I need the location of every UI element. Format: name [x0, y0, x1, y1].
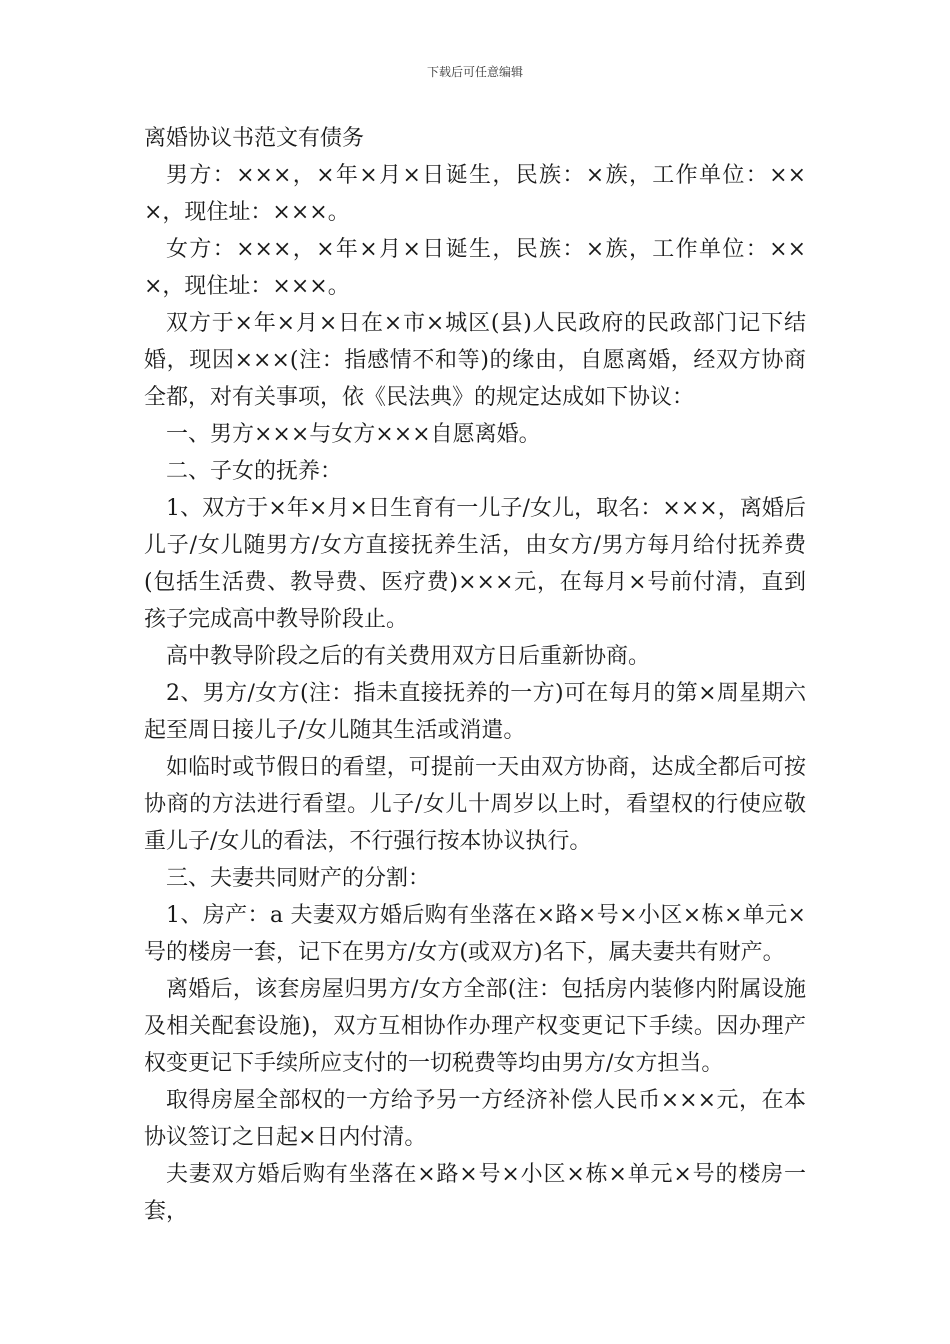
paragraph-real-estate: 1、房产：a 夫妻双方婚后购有坐落在×路×号×小区×栋×单元×号的楼房一套，记下在男方/女方(或双方)名下，属夫妻共有财产。	[144, 903, 806, 965]
paragraph-house-ownership: 离婚后，该套房屋归男方/女方全部(注：包括房内装修内附属设施及相关配套设施)，双方互相协作办理产权变更记下手续。因办理产权变更记下手续所应支付的一切税费等均由男方/女方担当。	[144, 977, 806, 1076]
page-header: 下载后可任意编辑	[426, 65, 523, 79]
paragraph-post-highschool-costs: 高中教导阶段之后的有关费用双方日后重新协商。	[166, 644, 651, 669]
section-heading-child-custody: 二、子女的抚养：	[166, 459, 343, 484]
paragraph-compensation: 取得房屋全部权的一方给予另一方经济补偿人民币×××元，在本协议签订之日起×日内付清。	[144, 1088, 806, 1150]
paragraph-female-party-info: 女方：×××，×年×月×日诞生，民族：×族，工作单位：×××，现住址：×××。	[144, 237, 806, 299]
paragraph-child-support: 1、双方于×年×月×日生育有一儿子/女儿，取名：×××，离婚后儿子/女儿随男方/女方直接抚养生活，由女方/男方每月给付抚养费(包括生活费、教导费、医疗费)×××元，在每月×号前付清，直到孩子完成高中教导阶段止。	[144, 496, 806, 632]
document-body	[144, 124, 806, 1230]
document-title: 离婚协议书范文有债务	[144, 126, 365, 151]
paragraph-visitation-schedule: 2、男方/女方(注：指未直接抚养的一方)可在每月的第×周星期六起至周日接儿子/女儿随其生活或消遣。	[144, 681, 806, 743]
paragraph-second-property: 夫妻双方婚后购有坐落在×路×号×小区×栋×单元×号的楼房一套，	[144, 1162, 806, 1224]
paragraph-male-party-info: 男方：×××，×年×月×日诞生，民族：×族，工作单位：×××，现住址：×××。	[144, 163, 806, 225]
paragraph-clause-1-divorce: 一、男方×××与女方×××自愿离婚。	[166, 422, 541, 447]
section-heading-property-division: 三、夫妻共同财产的分割：	[166, 866, 431, 891]
paragraph-marriage-background: 双方于×年×月×日在×市×城区(县)人民政府的民政部门记下结婚，现因×××(注：指感情不和等)的缘由，自愿离婚，经双方协商全都，对有关事项，依《民法典》的规定达成如下协议：	[144, 311, 806, 410]
paragraph-holiday-visitation: 如临时或节假日的看望，可提前一天由双方协商，达成全都后可按协商的方法进行看望。儿子/女儿十周岁以上时，看望权的行使应敬重儿子/女儿的看法，不行强行按本协议执行。	[144, 755, 806, 854]
